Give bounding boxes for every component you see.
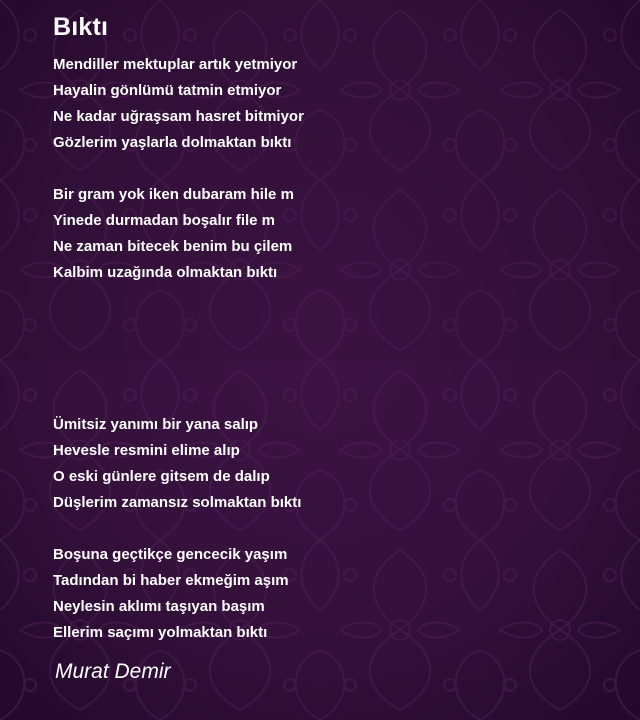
stanza-4 bbox=[53, 542, 289, 646]
poem-line: Boşuna geçtikçe gencecik yaşım bbox=[53, 546, 288, 563]
stanza-2 bbox=[53, 182, 294, 286]
poem-line: Ellerim saçımı yolmaktan bıktı bbox=[53, 624, 268, 641]
poem-line: Yinede durmadan boşalır file m bbox=[53, 212, 275, 229]
poem-line: O eski günlere gitsem de dalıp bbox=[53, 468, 270, 485]
author-name: Murat Demir bbox=[55, 660, 171, 683]
poem-line: Neylesin aklımı taşıyan başım bbox=[53, 598, 265, 615]
poem-line: Düşlerim zamansız solmaktan bıktı bbox=[53, 494, 302, 511]
poem-line: Bir gram yok iken dubaram hile m bbox=[53, 186, 294, 203]
poem-line: Ne kadar uğraşsam hasret bitmiyor bbox=[53, 108, 304, 125]
poem-line: Hayalin gönlümü tatmin etmiyor bbox=[53, 82, 282, 99]
poem-line: Tadından bi haber ekmeğim aşım bbox=[53, 572, 289, 589]
poem-title: Bıktı bbox=[53, 13, 109, 41]
poem-line: Gözlerim yaşlarla dolmaktan bıktı bbox=[53, 134, 292, 151]
stanza-3 bbox=[53, 412, 301, 516]
poem-line: Ümitsiz yanımı bir yana salıp bbox=[53, 416, 259, 433]
poem-line: Hevesle resmini elime alıp bbox=[53, 442, 240, 459]
stanza-1 bbox=[53, 52, 304, 156]
poem-line: Ne zaman bitecek benim bu çilem bbox=[53, 238, 293, 255]
poem-line: Mendiller mektuplar artık yetmiyor bbox=[53, 56, 298, 73]
poem-line: Kalbim uzağında olmaktan bıktı bbox=[53, 264, 278, 281]
